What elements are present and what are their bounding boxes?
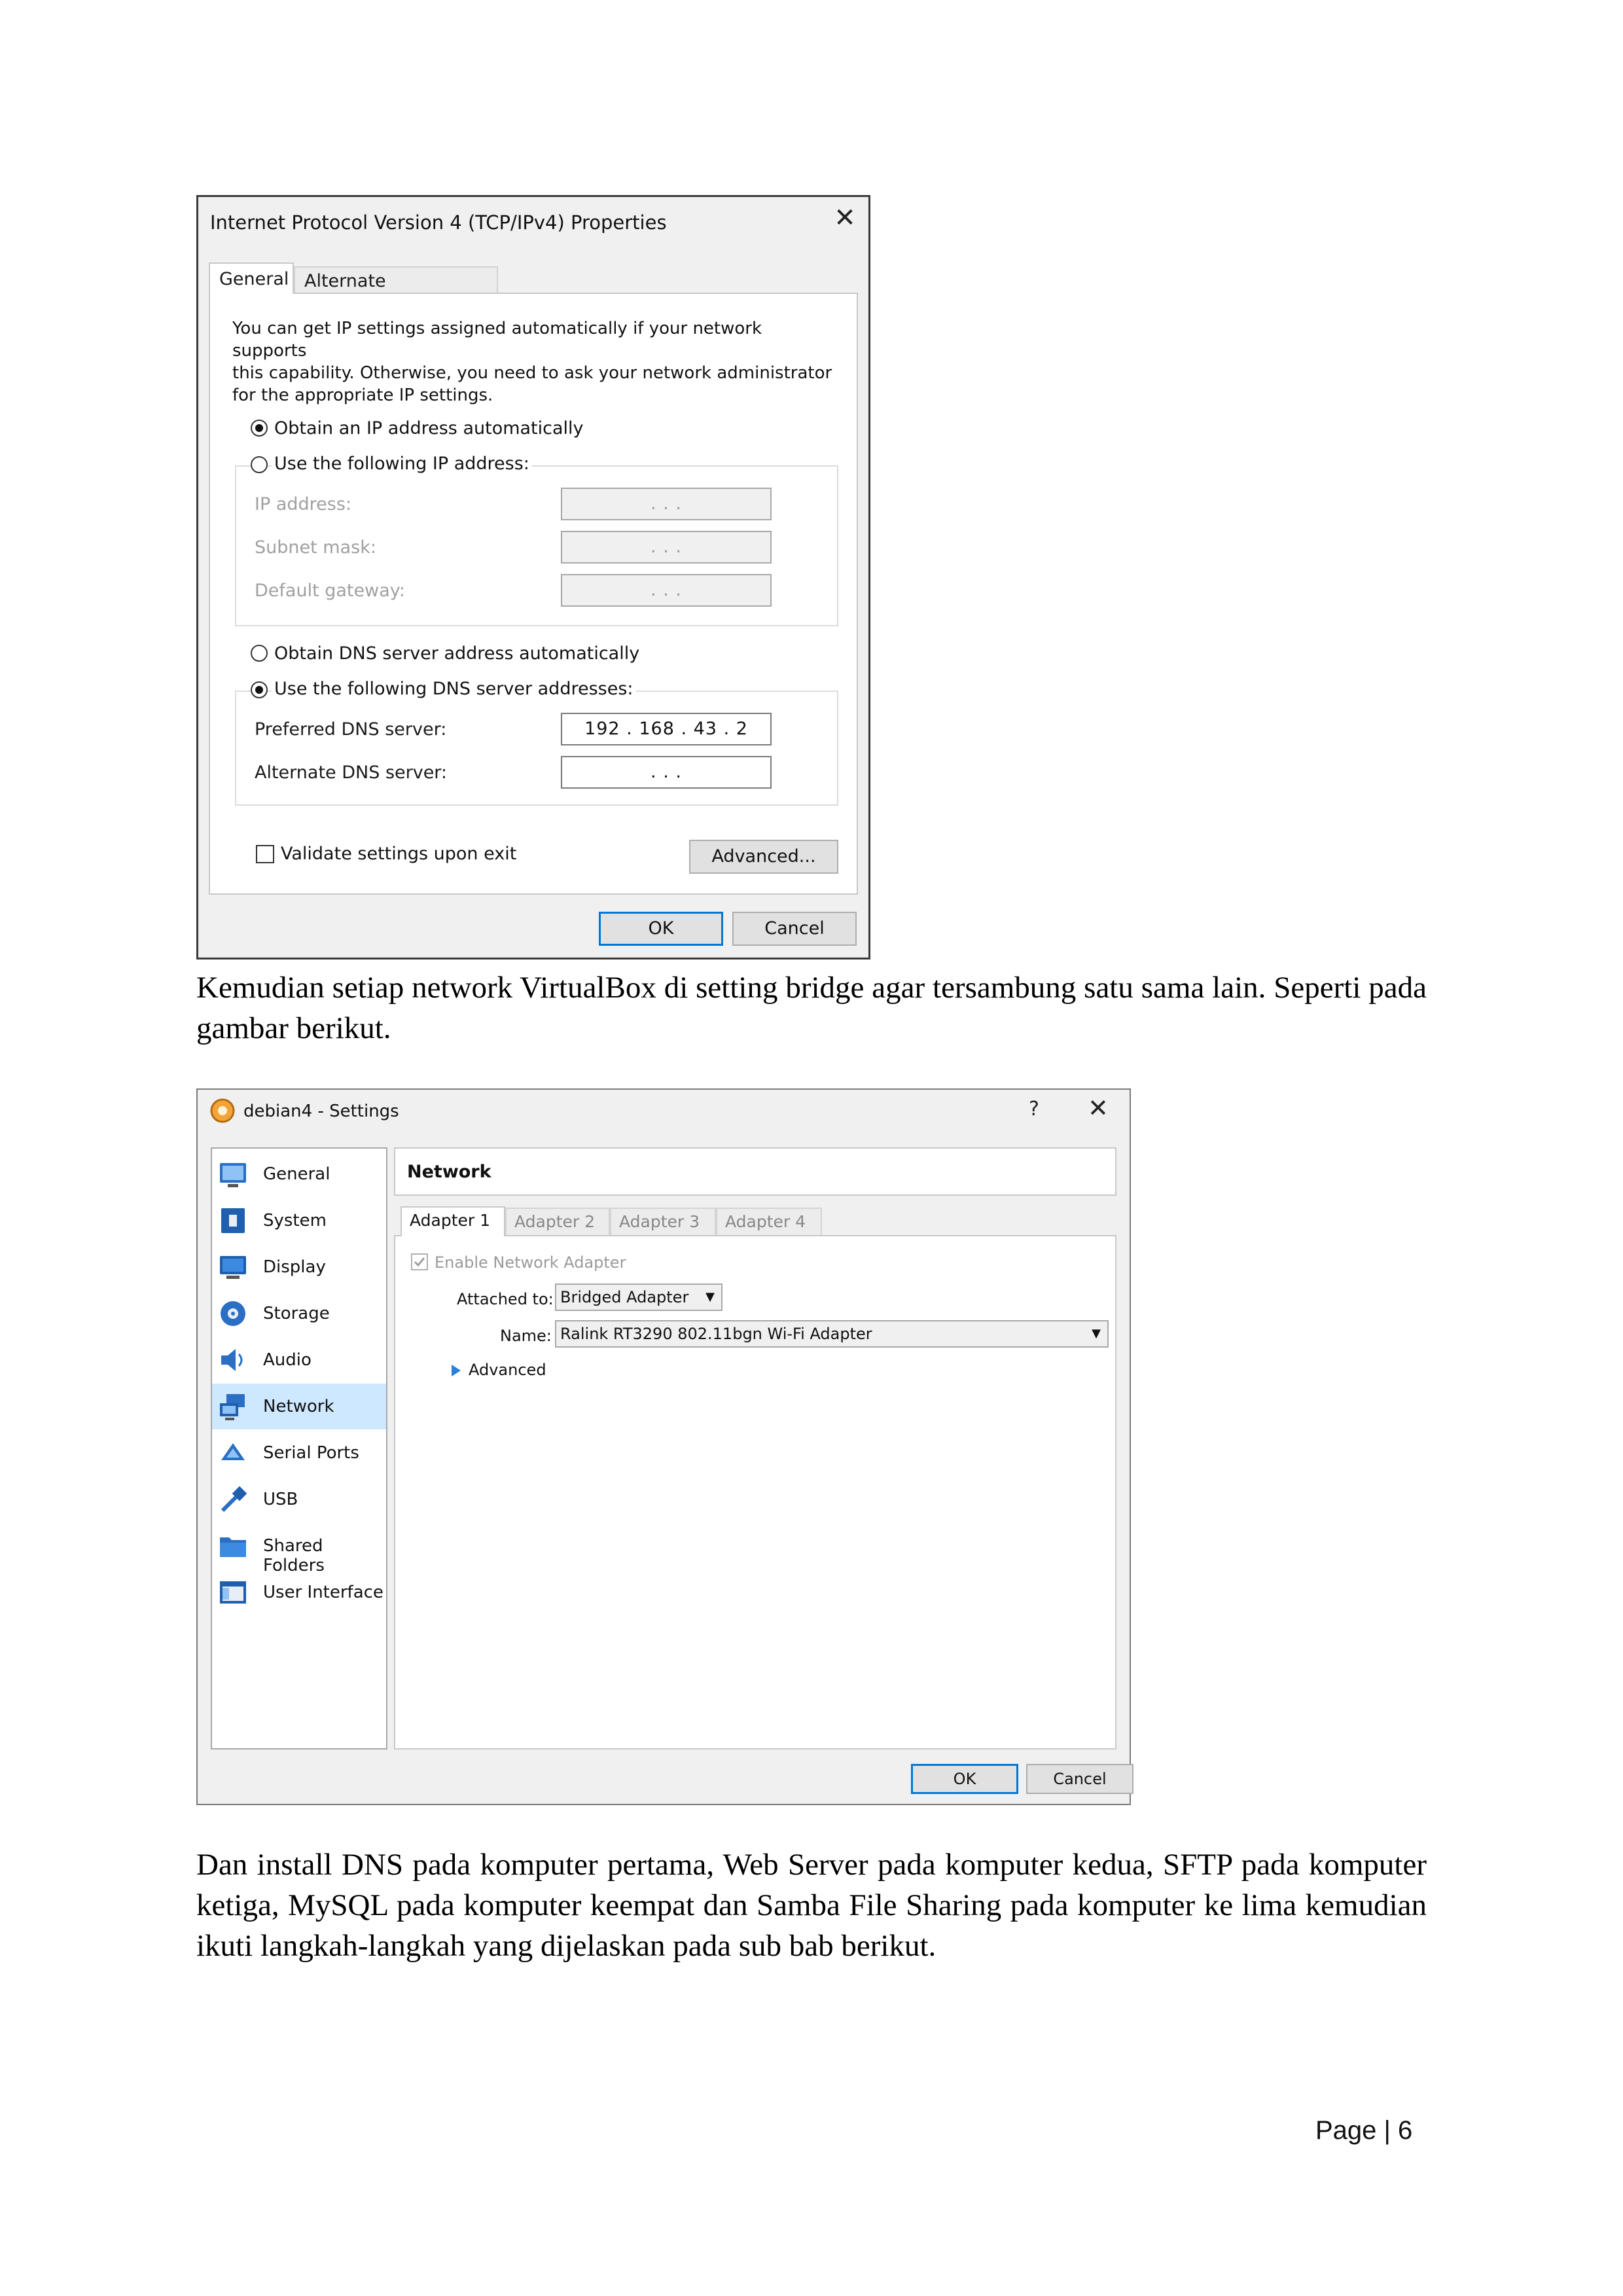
section-header xyxy=(394,1147,1116,1196)
sidebar-item-label: Serial Ports xyxy=(263,1443,359,1463)
virtualbox-settings-dialog xyxy=(196,1088,1131,1805)
tab-adapter-2[interactable]: Adapter 2 xyxy=(505,1208,610,1235)
alternate-dns-field[interactable]: . . . xyxy=(561,756,772,789)
page-number: Page | 6 xyxy=(1315,2116,1413,2145)
use-ip-radio[interactable] xyxy=(251,456,268,473)
tcpip-properties-dialog xyxy=(196,195,870,960)
tab-adapter-4[interactable]: Adapter 4 xyxy=(716,1208,822,1235)
sidebar-item-label: Display xyxy=(263,1257,326,1277)
attached-to-select[interactable] xyxy=(555,1283,722,1311)
dialog-title: debian4 - Settings xyxy=(243,1102,399,1121)
sidebar-item-serial-ports[interactable] xyxy=(212,1430,386,1476)
obtain-ip-radio[interactable] xyxy=(251,420,268,437)
sidebar-item-label: System xyxy=(263,1211,327,1230)
user-interface-icon xyxy=(217,1577,249,1607)
cancel-button[interactable]: Cancel xyxy=(732,912,857,946)
sidebar-item-label: USB xyxy=(263,1490,298,1509)
dropdown-arrow-icon: ▼ xyxy=(705,1290,715,1304)
tab-adapter-3[interactable]: Adapter 3 xyxy=(610,1208,716,1235)
sidebar-item-label: Storage xyxy=(263,1304,330,1323)
use-ip-label: Use the following IP address: xyxy=(272,454,532,474)
paragraph-2: Dan install DNS pada komputer pertama, Web Server pada komputer kedua, SFTP pada komputer ketiga, MySQL pada komputer keempat dan Samba File Sharing pada komputer ke lima kemudian ikuti langkah-langkah yang dijelaskan pada sub bab berikut. xyxy=(196,1848,1427,1963)
general-icon xyxy=(217,1159,249,1189)
adapter-name-value: Ralink RT3290 802.11bgn Wi-Fi Adapter xyxy=(560,1325,872,1343)
use-dns-radio[interactable] xyxy=(251,681,268,698)
obtain-dns-label: Obtain DNS server address automatically xyxy=(274,643,640,664)
advanced-label: Advanced xyxy=(469,1361,546,1379)
tab-alternate-configuration[interactable]: Alternate xyxy=(294,266,498,294)
sidebar-item-label: Audio xyxy=(263,1350,312,1370)
audio-icon xyxy=(217,1345,249,1375)
enable-adapter-label: Enable Network Adapter xyxy=(435,1253,626,1272)
sidebar-item-label: Shared Folders xyxy=(263,1536,325,1575)
paragraph-1: Kemudian setiap network VirtualBox di setting bridge agar tersambung satu sama lain. Seperti pada gambar berikut. xyxy=(196,971,1427,1045)
general-panel xyxy=(209,293,858,895)
sidebar-item-system[interactable] xyxy=(212,1198,386,1244)
display-icon xyxy=(217,1252,249,1282)
usb-icon xyxy=(217,1484,249,1515)
system-icon xyxy=(217,1206,249,1236)
dialog-title: Internet Protocol Version 4 (TCP/IPv4) Properties xyxy=(210,211,667,234)
close-icon[interactable]: ✕ xyxy=(1088,1094,1109,1122)
sidebar-item-general[interactable] xyxy=(212,1151,386,1197)
storage-icon xyxy=(217,1299,249,1329)
sidebar-item-label: User Interface xyxy=(263,1583,383,1602)
obtain-ip-label: Obtain an IP address automatically xyxy=(274,418,584,439)
preferred-dns-label: Preferred DNS server: xyxy=(255,719,447,740)
subnet-mask-field[interactable]: . . . xyxy=(561,531,772,564)
ok-button[interactable]: OK xyxy=(599,912,723,946)
ok-button[interactable]: OK xyxy=(911,1764,1018,1794)
name-label: Name: xyxy=(500,1327,552,1345)
sidebar-item-display[interactable] xyxy=(212,1244,386,1290)
network-icon xyxy=(217,1391,249,1422)
expand-triangle-icon xyxy=(450,1363,462,1378)
validate-checkbox[interactable] xyxy=(256,845,274,863)
default-gateway-label: Default gateway: xyxy=(255,581,405,601)
sidebar-item-label: General xyxy=(263,1164,330,1184)
section-title: Network xyxy=(407,1162,491,1182)
subnet-mask-label: Subnet mask: xyxy=(255,537,376,558)
sidebar-item-usb[interactable] xyxy=(212,1477,386,1522)
sidebar-item-network[interactable] xyxy=(212,1384,386,1429)
ip-address-label: IP address: xyxy=(255,494,351,514)
tab-general[interactable]: General xyxy=(209,262,294,294)
ip-address-field[interactable]: . . . xyxy=(561,488,772,520)
shared-folders-icon xyxy=(217,1531,249,1561)
attached-to-label: Attached to: xyxy=(457,1290,554,1308)
tab-adapter-1[interactable]: Adapter 1 xyxy=(401,1206,505,1236)
dropdown-arrow-icon: ▼ xyxy=(1092,1327,1101,1340)
sidebar-item-user-interface[interactable] xyxy=(212,1570,386,1615)
sidebar-item-storage[interactable] xyxy=(212,1291,386,1336)
settings-sidebar xyxy=(211,1147,387,1749)
validate-label: Validate settings upon exit xyxy=(281,844,517,864)
default-gateway-field[interactable]: . . . xyxy=(561,574,772,607)
obtain-dns-radio[interactable] xyxy=(251,645,268,662)
cancel-button[interactable]: Cancel xyxy=(1026,1764,1133,1794)
help-icon[interactable]: ? xyxy=(1029,1098,1039,1121)
use-dns-label: Use the following DNS server addresses: xyxy=(272,679,636,699)
close-icon[interactable]: ✕ xyxy=(834,203,856,233)
preferred-dns-field[interactable]: 192 . 168 . 43 . 2 xyxy=(561,713,772,745)
attached-to-value: Bridged Adapter xyxy=(560,1288,689,1306)
sidebar-item-label: Network xyxy=(263,1397,334,1416)
checkmark-icon xyxy=(412,1255,427,1269)
enable-adapter-checkbox[interactable] xyxy=(411,1253,428,1270)
sidebar-item-audio[interactable] xyxy=(212,1337,386,1383)
sidebar-item-shared-folders[interactable] xyxy=(212,1523,386,1575)
adapter-panel xyxy=(394,1235,1116,1749)
alternate-dns-label: Alternate DNS server: xyxy=(255,762,448,783)
advanced-button[interactable]: Advanced... xyxy=(689,840,838,874)
intro-text: You can get IP settings assigned automatically if your network supports this capability. Otherwise, you need to ask your network administrator for the appropriate IP settings. xyxy=(232,319,832,405)
virtualbox-app-icon xyxy=(209,1098,236,1124)
adapter-name-select[interactable] xyxy=(555,1320,1109,1348)
serial-ports-icon xyxy=(217,1438,249,1468)
